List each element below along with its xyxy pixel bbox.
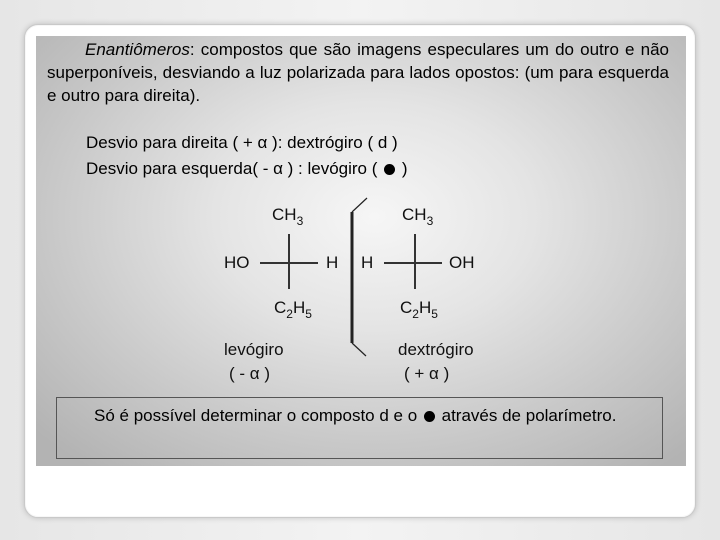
alpha-symbol: α	[273, 159, 283, 178]
mirror-bottom-tick	[352, 343, 366, 356]
left-molecule-left-group: HO	[224, 253, 250, 272]
left-molecule-bottom: $C_2H_5$	[274, 298, 312, 321]
note-text-part1: Só é possível determinar o composto d e o	[94, 406, 422, 425]
right-molecule-left-group: H	[361, 253, 374, 272]
right-molecule-vertical-bond	[414, 234, 416, 289]
mirror-top-tick	[352, 198, 367, 212]
right-molecule-right-group: OH	[449, 253, 475, 272]
right-molecule-name: dextrógiro	[398, 340, 474, 359]
note-text-part2: através de polarímetro.	[436, 406, 617, 425]
left-molecule-right-group: H	[326, 253, 339, 272]
intro-term: Enantiômeros	[85, 40, 190, 59]
right-molecule-bottom: $C_2H_5$	[400, 298, 438, 321]
rotation-left-middle: ) : levógiro (	[282, 159, 383, 178]
rotation-left-prefix: Desvio para esquerda( -	[86, 159, 274, 178]
rotation-left-end: )	[397, 159, 408, 178]
rotation-right-prefix: Desvio para direita ( +	[86, 133, 258, 152]
right-molecule-horizontal-bond	[384, 262, 442, 264]
alpha-symbol: α	[257, 133, 268, 152]
right-molecule-sign: ( + α )	[404, 364, 450, 383]
note-text	[64, 403, 650, 428]
left-molecule-top: $CH_3$	[272, 205, 304, 228]
left-molecule-name: levógiro	[224, 340, 284, 359]
left-molecule-sign: ( - α )	[229, 364, 270, 383]
rotation-right-suffix: ): dextrógiro ( d )	[267, 133, 398, 152]
right-molecule-top: $CH_3$	[402, 205, 434, 228]
intro-text: : compostos que são imagens especulares um do outro e não superponíveis, desviando a luz polarizada para lados opostos: (um para esquerda e outro para direita).	[47, 40, 669, 105]
filled-circle-icon	[424, 411, 435, 422]
